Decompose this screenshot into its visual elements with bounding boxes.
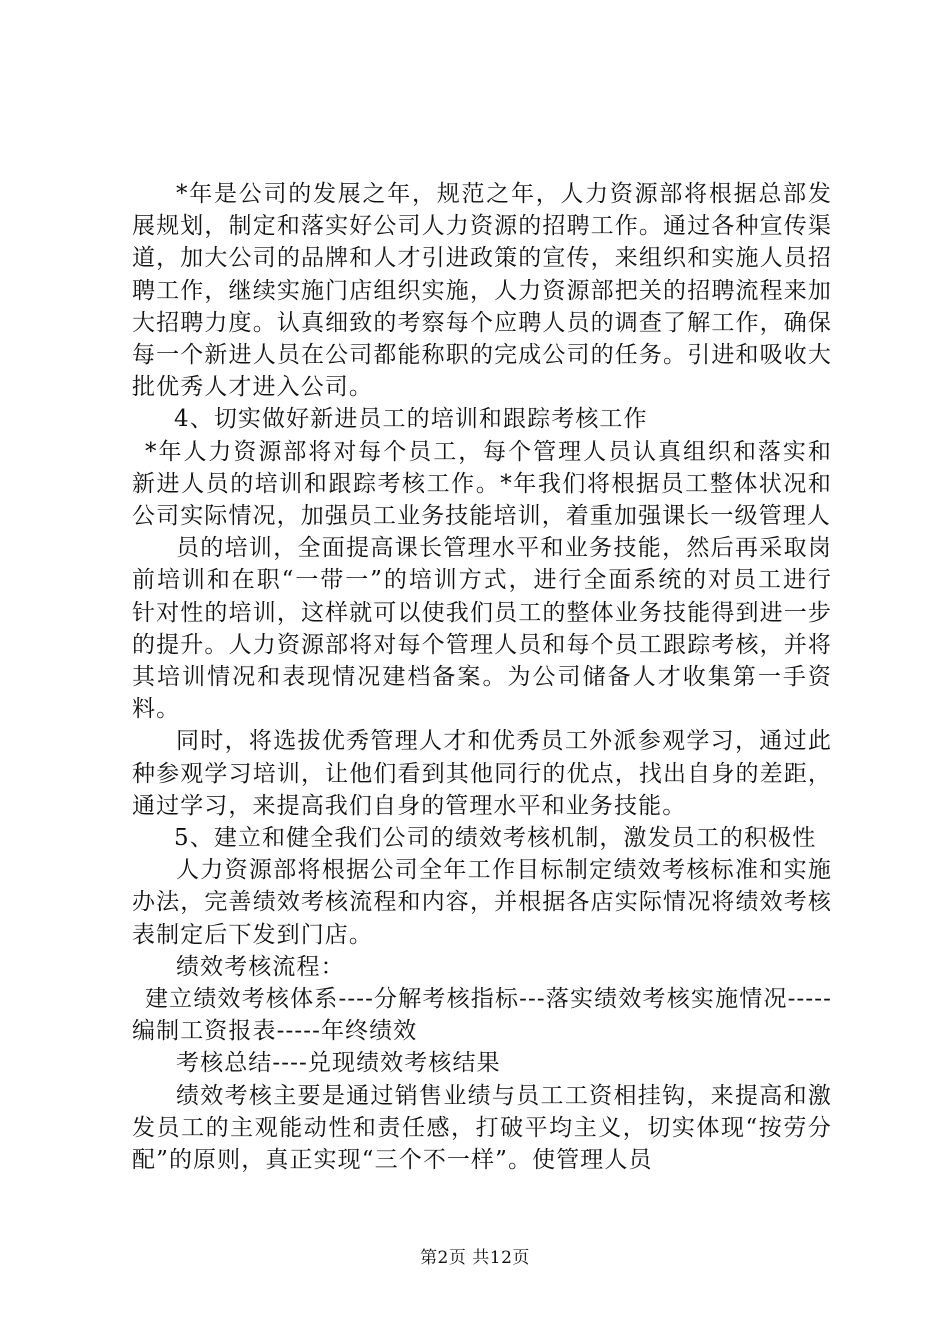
heading-performance-section: 5、建立和健全我们公司的绩效考核机制，激发员工的积极性 [174,825,817,852]
paragraph-performance-standards: 人力资源部将根据公司全年工作目标制定绩效考核标准和实施办法，完善绩效考核流程和内容，并根据各店实际情况将绩效考核表制定后下发到门店。 [132,857,832,948]
paragraph-process-final: 考核总结----兑现绩效考核结果 [176,1050,501,1077]
heading-training-section: 4、切实做好新进员工的培训和跟踪考核工作 [174,406,648,433]
paragraph-training-details: 员的培训，全面提高课长管理水平和业务技能，然后再采取岗前培训和在职“一带一”的培训方式，进行全面系统的对员工进行针对性的培训，这样就可以使我们员工的整体业务技能得到进一步的提升。人力资源部将对每个管理人员和每个员工跟踪考核，并将其培训情况和表现情况建档备案。为公司储备人才收集第一手资料。 [132,535,832,723]
paragraph-performance-purpose: 绩效考核主要是通过销售业绩与员工工资相挂钩，来提高和激发员工的主观能动性和责任感，打破平均主义，切实体现“按劳分配”的原则，真正实现“三个不一样”。使管理人员 [132,1082,832,1174]
paragraph-external-study: 同时，将选拔优秀管理人才和优秀员工外派参观学习，通过此种参观学习培训，让他们看到其他同行的优点，找出自身的差距，通过学习，来提高我们自身的管理水平和业务技能。 [132,728,832,819]
paragraph-training-plan: *年人力资源部将对每个员工，每个管理人员认真组织和落实和新进人员的培训和跟踪考核工作。*年我们将根据员工整体状况和公司实际情况，加强员工业务技能培训，着重加强课长一级管理人 [132,438,832,530]
paragraph-process-title: 绩效考核流程： [176,953,345,980]
document-body [132,178,832,1176]
page-number: 第2页 共12页 [420,1248,530,1268]
paragraph-process-steps: 建立绩效考核体系----分解考核指标---落实绩效考核实施情况-----编制工资报表-----年终绩效 [132,986,832,1045]
paragraph-recruitment-plan: *年是公司的发展之年，规范之年，人力资源部将根据总部发展规划，制定和落实好公司人力资源的招聘工作。通过各种宣传渠道，加大公司的品牌和人才引进政策的宣传，来组织和实施人员招聘工作，继续实施门店组织实施，人力资源部把关的招聘流程来加大招聘力度。认真细致的考察每个应聘人员的调查了解工作，确保每一个新进人员在公司都能称职的完成公司的任务。引进和吸收大批优秀人才进入公司。 [132,181,832,401]
